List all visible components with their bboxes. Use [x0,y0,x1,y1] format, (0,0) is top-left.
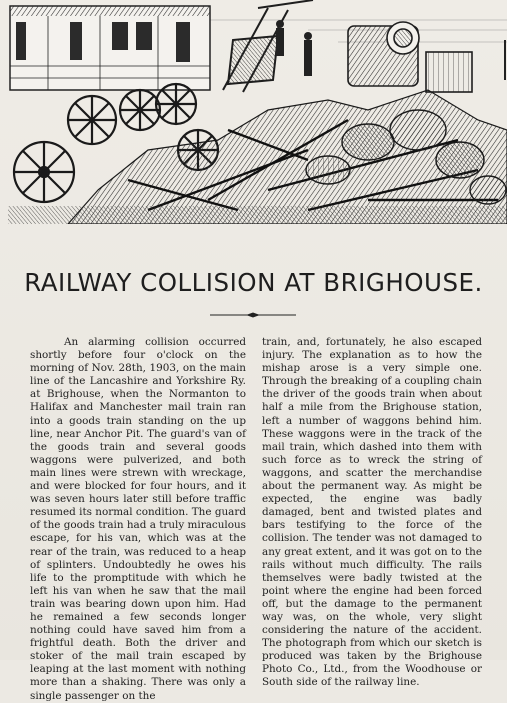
article-column-right [262,336,482,690]
article-body-right: train, and, fortunately, he also escaped injury. The explanation as to how the mishap arose is a very simple one. Through the breaking of a coupling chain the driver of the goods train when about half a mile from the Brighouse station, left a number of waggons behind him. These waggons were in the track of the mail train, which dashed into them with such force as to wreck the string of waggons, and scatter the merchandise about the permanent way. As might be expected, the engine was badly damaged, bent and twisted plates and bars testifying to the force of the collision. The tender was not damaged to any great extent, and it was got on to the rails without much difficulty. The rails themselves were badly twisted at the point where the engine had been forced off, but the damage to the permanent way was, on the whole, very slight considering the nature of the accident. The photograph from which our sketch is produced was taken by the Brighouse Photo Co., Ltd., from the Woodhouse or South side of the railway line. [262,336,482,689]
ornamental-rule-icon [210,312,296,318]
article-column-left [30,336,246,703]
wreckage-illustration [8,0,507,224]
article-headline: RAILWAY COLLISION AT BRIGHOUSE. [24,268,483,298]
wreckage-engraving-icon [8,0,507,224]
article-body-left: An alarming collision occurred shortly before four o'clock on the morning of Nov. 28th, 1903, on the main line of the Lancashire and Yorkshire Ry. at Brighouse, when the Normanton to Halifax and Manchester mail train ran into a goods train standing on the up line, near Anchor Pit. The guard's van of the goods train and several goods waggons were pulverized, and both main lines were strewn with wreckage, and were blocked for four hours, and it was seven hours later still before traffic resumed its normal condition. The guard of the goods train had a truly miraculous escape, for his van, which was at the rear of the train, was reduced to a heap of splinters. Undoubtedly he owes his life to the promptitude with which he left his van when he saw that the mail train was bearing down upon him. Had he remained a few seconds longer nothing could have saved him from a frightful death. Both the driver and stoker of the mail train escaped by leaping at the last moment with nothing more than a shaking. There was only a single passenger on the [30,336,246,702]
